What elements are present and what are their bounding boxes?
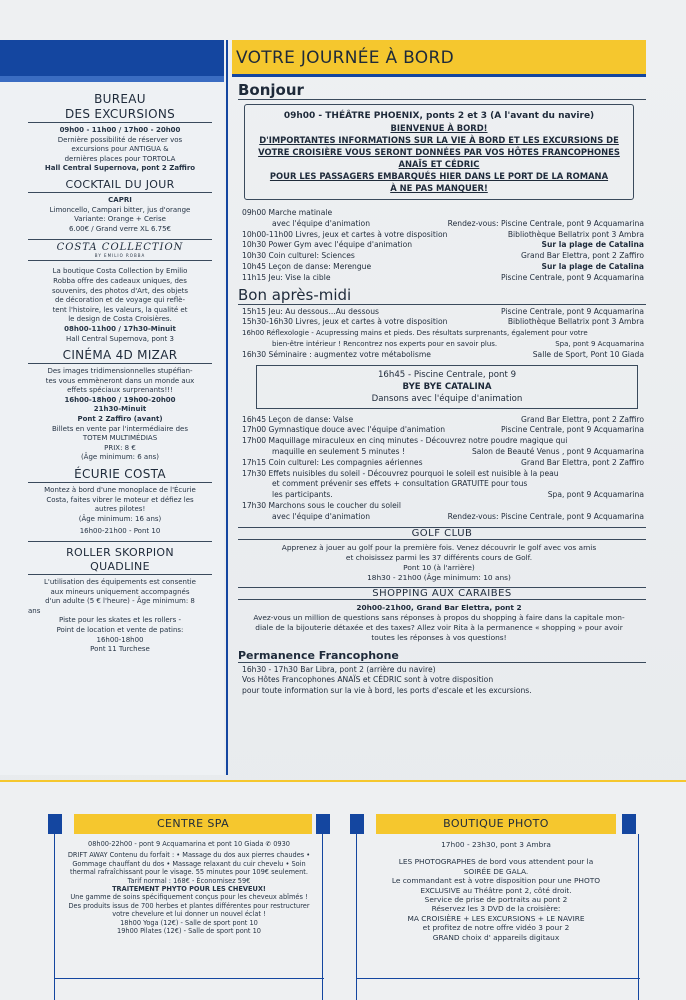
ecurie-text: Montez à bord d'une monoplace de l'Écurie Costa, faites vibrer le moteur et défiez les autres pilotes! (Âge minimum: 16 ans) 16h00-21h00 - Pont 10 bbox=[44, 486, 196, 536]
column-divider bbox=[226, 40, 228, 775]
roller-title-2: QUADLINE bbox=[28, 560, 212, 575]
cocktail-title: COCKTAIL DU JOUR bbox=[28, 178, 212, 193]
schedule-row: les participants. Spa, pont 9 Acquamarina bbox=[272, 490, 644, 500]
left-content bbox=[28, 88, 212, 655]
golf-text: Apprenez à jouer au golf pour la première fois. Venez découvrir le golf avec vos amis et choisissez parmi les 37 différents cours de Golf. Pont 10 (à l'arrière) 18h30 - 21h00 (Âge minimum: 10 ans) bbox=[281, 542, 597, 582]
schedule-row: 17h00 Gymnastique douce avec l'équipe d'animation Piscine Centrale, pont 9 Acquamarina bbox=[242, 425, 644, 435]
schedule-row: maquille en seulement 5 minutes ! Salon de Beauté Venus , pont 9 Acquamarina bbox=[272, 446, 644, 456]
spa-title: CENTRE SPA bbox=[156, 817, 230, 830]
schedule-row: 16h30 Séminaire : augmentez votre métabolisme Salle de Sport, Pont 10 Giada bbox=[242, 349, 644, 359]
schedule-row: bien-être intérieur ! Rencontrez nos experts pour en savoir plus. Spa, pont 9 Acquamarina bbox=[272, 339, 644, 348]
schedule-row: 11h15 Jeu: Vise la cible Piscine Centrale, pont 9 Acquamarina bbox=[242, 272, 644, 282]
schedule-row: avec l'équipe d'animation Rendez-vous: Piscine Centrale, pont 9 Acquamarina bbox=[272, 218, 644, 228]
left-header-bar bbox=[0, 40, 224, 76]
cinema-title: CINÉMA 4D MIZAR bbox=[28, 348, 212, 364]
schedule-row: 10h00-11h00 Livres, jeux et cartes à votre disposition Bibliothèque Bellatrix pont 3 Ambra bbox=[242, 229, 644, 239]
page-title-bar bbox=[232, 40, 646, 74]
spa-bottom-line bbox=[54, 978, 324, 979]
bureau-title-2: DES EXCURSIONS bbox=[28, 107, 212, 123]
boutique-text: La boutique Costa Collection by Emilio Robba offre des cadeaux uniques, des souvenirs, des photos d'Art, des objets de décoration et de voyage qui reflè- tent l'histoire, les valeurs, la qualité et le design de Costa Croisières. 08h00-11h00 / 17h30-Minuit Hall Central Supernova, pont 3 bbox=[51, 267, 189, 343]
schedule-row: 15h15 Jeu: Au dessous...Au dessous Piscine Centrale, pont 9 Acquamarina bbox=[242, 306, 644, 316]
schedule-row: 17h30 Effets nuisibles du soleil - Découvrez pourquoi le soleil est nuisible à la peau bbox=[242, 468, 559, 478]
spa-right-line bbox=[322, 834, 323, 1000]
evening-schedule bbox=[242, 415, 644, 523]
roller-title: ROLLER SKORPION bbox=[66, 546, 174, 559]
schedule-row: 10h30 Coin culturel: Sciences Grand Bar Elettra, pont 2 Zaffiro bbox=[242, 251, 644, 261]
roller-divider bbox=[28, 541, 212, 542]
right-column bbox=[232, 40, 646, 697]
spa-corner-block bbox=[48, 814, 62, 834]
bureau-title: BUREAU bbox=[94, 92, 146, 106]
photo-left-line bbox=[356, 834, 357, 1000]
schedule-row: 16h45 Leçon de danse: Valse Grand Bar Elettra, pont 2 Zaffiro bbox=[242, 414, 644, 424]
photo-title-bar bbox=[376, 814, 616, 834]
cocktail-text: CAPRI Limoncello, Campari bitter, jus d'orange Variante: Orange + Cerise 6.00€ / Grand verre XL 6.75€ bbox=[49, 195, 191, 233]
spa-right-block bbox=[316, 814, 330, 834]
bonjour-heading: Bonjour bbox=[238, 81, 646, 100]
shopping-text: 20h00-21h00, Grand Bar Elettra, pont 2 Avez-vous un million de questions sans réponses à propos du shopping à faire dans la capitale mon- diale de la bijouterie détaxée et des taxes? Allez voir Rita à la permanence « shopping » pour avoir toutes les réponses à vos questions! bbox=[253, 602, 625, 642]
photo-title: BOUTIQUE PHOTO bbox=[443, 817, 549, 830]
spa-title-bar bbox=[74, 814, 312, 834]
schedule-row: et comment prévenir ses effets + consultation GRATUITE pour tous bbox=[272, 479, 528, 489]
permanence-heading: Permanence Francophone bbox=[238, 649, 646, 663]
photo-right-block bbox=[622, 814, 636, 834]
ecurie-title: ÉCURIE COSTA bbox=[28, 467, 212, 483]
photo-right-line bbox=[638, 834, 639, 1000]
schedule-row: 17h15 Coin culturel: Les compagnies aériennes Grand Bar Elettra, pont 2 Zaffiro bbox=[242, 457, 644, 467]
schedule-row: 17h30 Marchons sous le coucher du soleil bbox=[242, 500, 401, 510]
photo-corner-block bbox=[350, 814, 364, 834]
bottom-section bbox=[0, 780, 686, 1000]
left-header-stripe bbox=[0, 76, 224, 82]
spa-left-line bbox=[54, 834, 55, 1000]
schedule-row: 10h30 Power Gym avec l'équipe d'animation Sur la plage de Catalina bbox=[242, 240, 644, 250]
bye-bye-box: 16h45 - Piscine Centrale, pont 9 BYE BYE CATALINA Dansons avec l'équipe d'animation bbox=[256, 365, 638, 409]
photo-text: 17h00 - 23h30, pont 3 Ambra LES PHOTOGRAPHES de bord vous attendent pour la SOIRÉE DE GALA. Le commandant est à votre disposition pour une PHOTO EXCLUSIVE au Théâtre pont 2, côté droit. Service de prise de portraits au pont 2 Réservez les 3 DVD de la croisière: MA CROISIÈRE + LES EXCURSIONS + LE NAVIRE et profitez de notre offre vidéo 3 pour 2 GRAND choix d' appareils digitaux bbox=[391, 840, 601, 942]
costa-collection-logo: COSTA COLLECTION BY EMILIO ROBBA bbox=[28, 239, 212, 261]
theatre-box: 09h00 - THÉÂTRE PHOENIX, ponts 2 et 3 (A l'avant du navire) BIENVENUE À BORD! D'IMPORTANTES INFORMATIONS SUR LA VIE À BORD ET LES EXCURSIONS DE VOTRE CROISIÈRE VOUS SERONT DONNÉES PAR VOS HÔTES FRANCOPHONES ANAÏS ET CÉDRIC POUR LES PASSAGERS EMBARQUÉS HIER DANS LE PORT DE LA ROMANA À NE PAS MANQUER! bbox=[244, 104, 634, 200]
roller-text: L'utilisation des équipements est consentie aux mineurs uniquement accompagnés d'un adulte (5 € l'heure) - Âge minimum: 8 ans Piste pour les skates et les rollers - Point de location et vente de patins: 16h00-18h00 Pont 11 Turchese bbox=[28, 578, 196, 654]
permanence-text: 16h30 - 17h30 Bar Libra, pont 2 (arrière du navire) Vos Hôtes Francophones ANAÏS et CÉDRIC sont à votre disposition pour toute information sur la vie à bord, les ports d'escale et les excursions. bbox=[242, 664, 532, 696]
schedule-row: 09h00 Marche matinale bbox=[242, 208, 333, 217]
spa-text: 08h00-22h00 - pont 9 Acquamarina et pont 10 Giada ✆ 0930 DRIFT AWAY Contenu du forfait : • Massage du dos aux pierres chaudes • Gommage chauffant du dos • Massage relaxant du cuir chevelu • Soin thermal rafraîchissant pour le visage. 55 minutes pour 109€ seulement. Tarif normal : 168€ - Économisez 59€ TRAITEMENT PHYTO POUR LES CHEVEUX! Une gamme de soins spécifiquement conçus pour les cheveux abîmés ! Des produits issus de 700 herbes et plantes différentes pour restructurer votre chevelure et lui donner un nouvel éclat ! 18h00 Yoga (12€) - Salle de sport pont 10 19h00 Pilates (12€) - Salle de sport pont 10 bbox=[67, 840, 311, 936]
golf-heading: GOLF CLUB bbox=[238, 527, 646, 540]
page-title-underline bbox=[232, 74, 646, 77]
page-title: VOTRE JOURNÉE À BORD bbox=[236, 48, 454, 68]
schedule-row: avec l'équipe d'animation Rendez-vous: Piscine Centrale, pont 9 Acquamarina bbox=[272, 511, 644, 521]
cinema-text: Des images tridimensionnelles stupéfian- tes vous emmèneront dans un monde aux effets spéciaux surprenants!!! 16h00-18h00 / 19h00-20h00 21h30-Minuit Pont 2 Zaffiro (avant) Billets en vente par l'intermédiaire des TOTEM MULTIMÉDIAS PRIX: 8 € (Âge minimum: 6 ans) bbox=[45, 367, 195, 462]
shopping-heading: SHOPPING AUX CARAIBES bbox=[238, 587, 646, 600]
bureau-text: 09h00 - 11h00 / 17h00 - 20h00 Dernière possibilité de réserver vos excursions pour ANTIGUA & dernières places pour TORTOLA Hall Central Supernova, pont 2 Zaffiro bbox=[44, 126, 196, 173]
bottom-top-rule bbox=[0, 780, 686, 782]
morning-schedule bbox=[242, 208, 644, 284]
photo-bottom-line bbox=[356, 978, 640, 979]
apres-midi-heading: Bon après-midi bbox=[238, 286, 646, 305]
schedule-row: 17h00 Maquillage miraculeux en cinq minutes - Découvrez notre poudre magique qui bbox=[242, 436, 568, 446]
schedule-row: 15h30-16h30 Livres, jeux et cartes à votre disposition Bibliothèque Bellatrix pont 3 Ambra bbox=[242, 317, 644, 327]
schedule-row: 16h00 Réflexologie - Acupressing mains et pieds. Des résultats surprenants, également pour votre bbox=[242, 329, 588, 338]
schedule-row: 10h45 Leçon de danse: Merengue Sur la plage de Catalina bbox=[242, 261, 644, 271]
afternoon-schedule bbox=[242, 307, 644, 361]
